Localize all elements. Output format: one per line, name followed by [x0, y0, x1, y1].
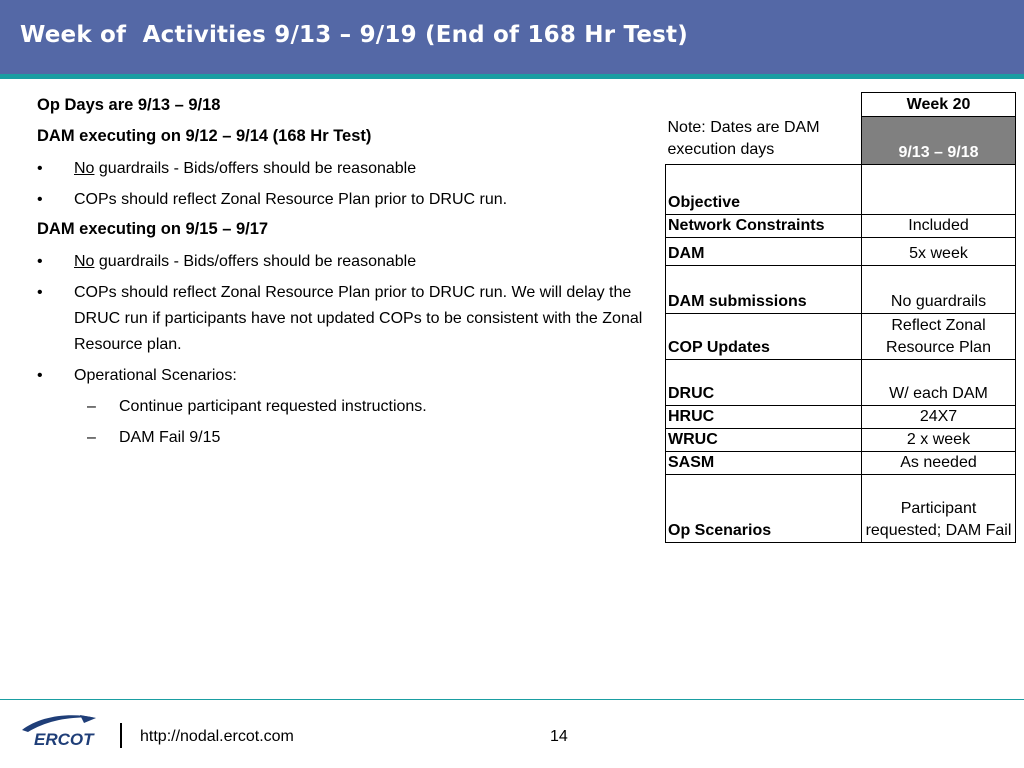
bullet-marker: •	[37, 253, 43, 270]
bullet-cops-1	[37, 187, 657, 213]
row-value-druc: W/ each DAM	[862, 360, 1016, 406]
footer-divider	[0, 699, 1024, 700]
bullet-op-scenarios	[37, 363, 657, 389]
slide-body	[37, 94, 657, 456]
logo-text: ERCOT	[34, 730, 94, 749]
row-value-hruc: 24X7	[862, 406, 1016, 429]
row-value-cop-updates: Reflect Zonal Resource Plan	[862, 314, 1016, 360]
sub-bullet-dam-fail	[37, 425, 657, 451]
ercot-logo-icon	[20, 710, 100, 750]
bullet-text: Operational Scenarios:	[74, 367, 237, 384]
row-label-dam-submissions: DAM submissions	[666, 266, 862, 314]
page-number: 14	[550, 728, 568, 745]
table-note: Note: Dates are DAM execution days	[666, 117, 862, 165]
row-label-op-scenarios: Op Scenarios	[666, 475, 862, 543]
table-dates: 9/13 – 9/18	[862, 117, 1016, 165]
row-label-network-constraints: Network Constraints	[666, 215, 862, 238]
bullet-no-guardrails-2	[37, 249, 657, 275]
heading-dam-915: DAM executing on 9/15 – 9/17	[37, 220, 269, 238]
sub-bullet-text: DAM Fail 9/15	[119, 429, 221, 446]
bullet-marker: •	[37, 284, 43, 301]
table-corner-blank	[666, 93, 862, 117]
bullet-text: COPs should reflect Zonal Resource Plan prior to DRUC run. We will delay the DRUC run if participants have not updated COPs to be consistent with the Zonal Resource plan.	[74, 284, 643, 353]
row-value-network-constraints: Included	[862, 215, 1016, 238]
row-label-wruc: WRUC	[666, 429, 862, 452]
heading-dam-168: DAM executing on 9/12 – 9/14 (168 Hr Test)	[37, 127, 372, 145]
row-label-objective: Objective	[666, 165, 862, 215]
row-label-druc: DRUC	[666, 360, 862, 406]
bullet-marker: •	[37, 191, 43, 208]
bullet-no-guardrails-1	[37, 156, 657, 182]
sub-bullet-marker: –	[87, 429, 96, 446]
footer-url[interactable]: http://nodal.ercot.com	[140, 728, 294, 745]
bullet-text: COPs should reflect Zonal Resource Plan prior to DRUC run.	[74, 191, 508, 208]
title-accent-line	[0, 74, 1024, 79]
bullet-cops-2	[37, 280, 657, 358]
row-value-op-scenarios: Participant requested; DAM Fail	[862, 475, 1016, 543]
underlined-no: No	[74, 253, 95, 270]
row-value-dam-submissions: No guardrails	[862, 266, 1016, 314]
row-label-sasm: SASM	[666, 452, 862, 475]
bullet-marker: •	[37, 367, 43, 384]
row-label-dam: DAM	[666, 238, 862, 266]
row-label-cop-updates: COP Updates	[666, 314, 862, 360]
sub-bullet-text: Continue participant requested instructions.	[119, 398, 427, 415]
row-label-hruc: HRUC	[666, 406, 862, 429]
bullet-text: guardrails - Bids/offers should be reasonable	[94, 160, 417, 177]
row-value-sasm: As needed	[862, 452, 1016, 475]
footer-separator	[120, 723, 122, 748]
week-summary-table	[665, 92, 1016, 543]
slide-title: Week of Activities 9/13 – 9/19 (End of 168 Hr Test)	[20, 22, 688, 48]
row-value-wruc: 2 x week	[862, 429, 1016, 452]
row-value-objective	[862, 165, 1016, 215]
heading-op-days: Op Days are 9/13 – 9/18	[37, 96, 221, 114]
bullet-text: guardrails - Bids/offers should be reasonable	[94, 253, 417, 270]
underlined-no: No	[74, 160, 95, 177]
bullet-marker: •	[37, 160, 43, 177]
sub-bullet-marker: –	[87, 398, 96, 415]
table-header-week: Week 20	[862, 93, 1016, 117]
sub-bullet-continue	[37, 394, 657, 420]
row-value-dam: 5x week	[862, 238, 1016, 266]
